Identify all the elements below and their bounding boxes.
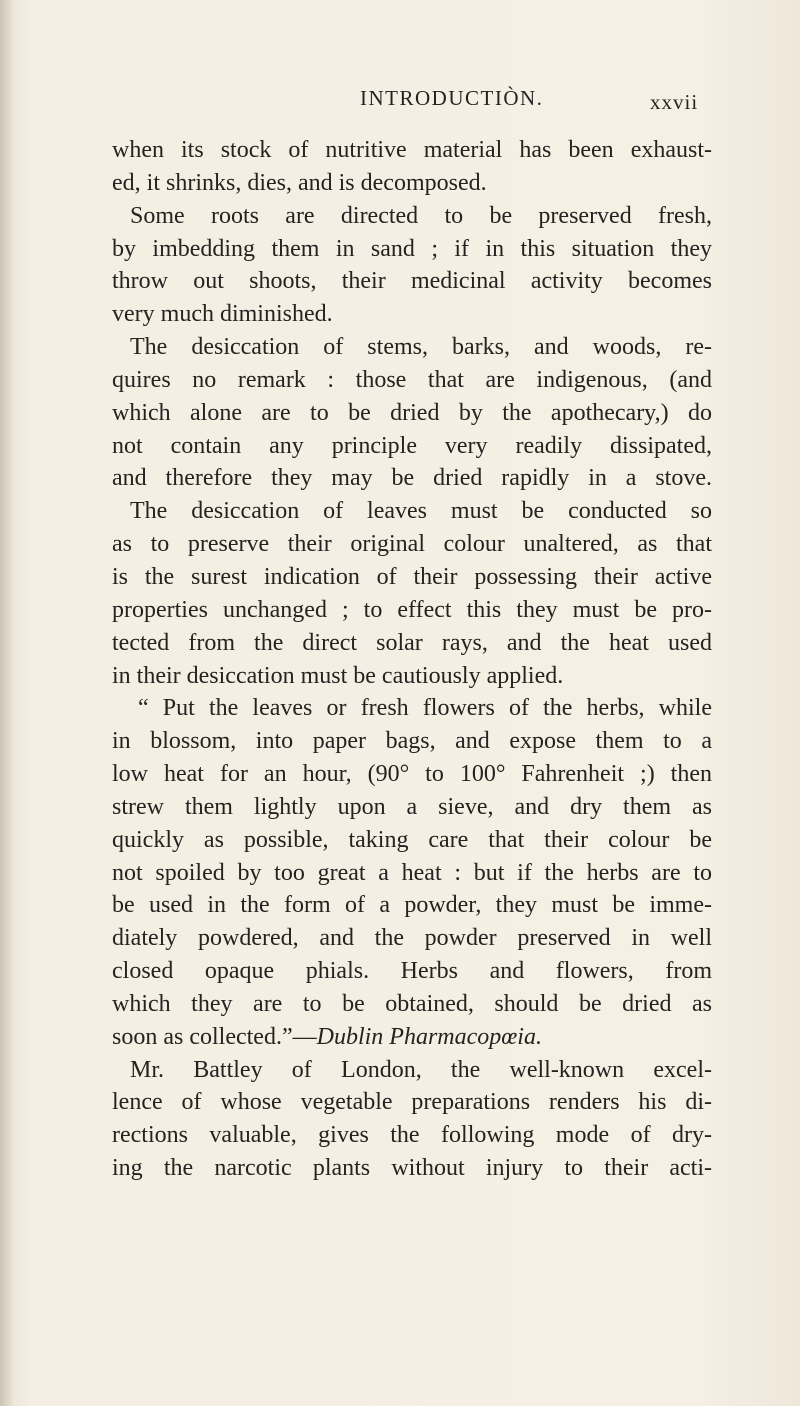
text-line: rections valuable, gives the following mode of dry- [112, 1122, 712, 1149]
page-gutter-shadow [0, 0, 14, 1406]
page-number: xxvii [650, 90, 699, 114]
text-line: be used in the form of a powder, they must be imme- [112, 892, 712, 919]
text-line: low heat for an hour, (90° to 100° Fahrenheit ;) then [112, 761, 712, 788]
text-line: “ Put the leaves or fresh flowers of the herbs, while [138, 695, 712, 722]
page-header [0, 86, 800, 126]
text-line: which they are to be obtained, should be dried as [112, 990, 712, 1017]
text-line: strew them lightly upon a sieve, and dry them as [112, 793, 712, 820]
text-line: is the surest indication of their possessing their active [112, 563, 712, 590]
text-line: ed, it shrinks, dies, and is decomposed. [112, 169, 487, 196]
text-line: which alone are to be dried by the apothecary,) do [112, 399, 712, 426]
body-text [112, 134, 712, 1185]
citation-line [112, 1021, 712, 1054]
text-line: in their desiccation must be cautiously applied. [112, 662, 564, 689]
text-line: by imbedding them in sand ; if in this situation they [112, 235, 712, 262]
text-line: as to preserve their original colour unaltered, as that [112, 531, 712, 558]
citation: Dublin Pharmacopœia. [316, 1023, 542, 1050]
text-line: closed opaque phials. Herbs and flowers, from [112, 958, 712, 985]
running-head: INTRODUCTIÒN. [360, 86, 544, 110]
text-line: Mr. Battley of London, the well-known excel- [130, 1056, 712, 1083]
text-line: in blossom, into paper bags, and expose them to a [112, 728, 712, 755]
text-line: not spoiled by too great a heat : but if the herbs are to [112, 859, 712, 886]
text-line: very much diminished. [112, 301, 333, 328]
text-line: when its stock of nutritive material has been exhaust- [112, 137, 712, 163]
quote-close: soon as collected.”— [112, 1023, 317, 1050]
text-line: ing the narcotic plants without injury to their acti- [112, 1155, 712, 1182]
text-line: quires no remark : those that are indigenous, (and [112, 366, 712, 393]
text-line: quickly as possible, taking care that their colour be [112, 826, 712, 853]
text-line: throw out shoots, their medicinal activity becomes [112, 268, 712, 295]
text-line: Some roots are directed to be preserved fresh, [130, 202, 712, 229]
text-line: The desiccation of leaves must be conducted so [130, 498, 712, 525]
text-line: lence of whose vegetable preparations renders his di- [112, 1089, 712, 1116]
text-line: not contain any principle very readily dissipated, [112, 432, 712, 459]
text-line: diately powdered, and the powder preserved in well [112, 925, 712, 952]
text-line: tected from the direct solar rays, and the heat used [112, 629, 712, 656]
text-line: properties unchanged ; to effect this they must be pro- [112, 596, 712, 623]
text-line: and therefore they may be dried rapidly in a stove. [112, 465, 712, 492]
text-line: The desiccation of stems, barks, and woods, re- [130, 334, 712, 361]
